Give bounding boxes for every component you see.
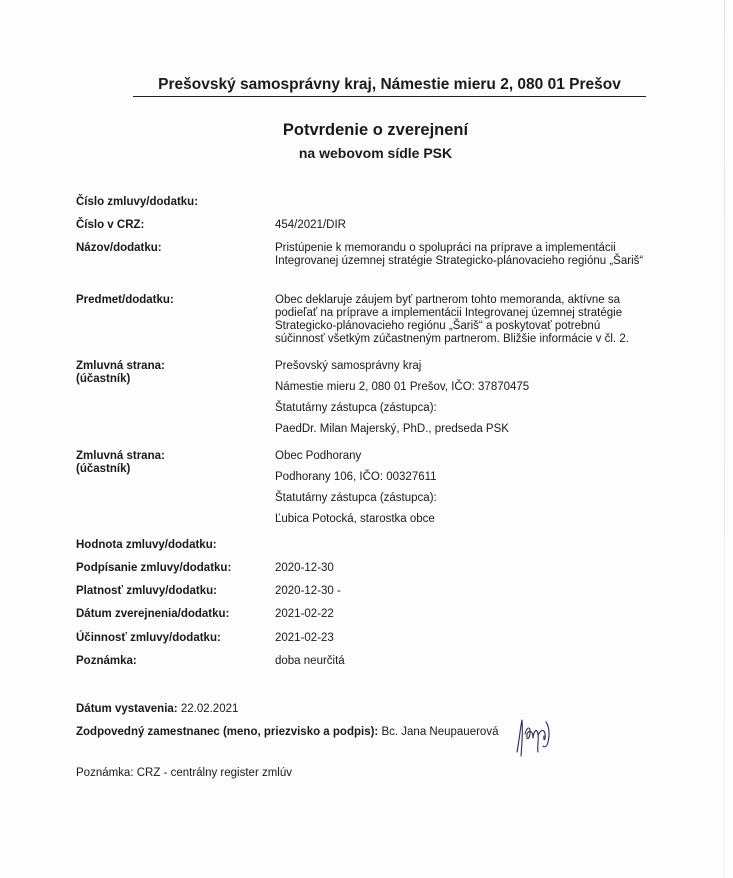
publication-date-label: Dátum zverejnenia/dodatku: — [76, 608, 230, 620]
party1-line: Námestie mieru 2, 080 01 Prešov, IČO: 37870475 — [275, 381, 530, 393]
contract-name-value: Pristúpenie k memorandu o spolupráci na príprave a implementácii Integrovanej územnej stratégie Strategicko-plánovacieho regiónu „Šariš“ — [275, 242, 644, 267]
contract-number-label: Číslo zmluvy/dodatku: — [76, 196, 199, 208]
party2-line: Podhorany 106, IČO: 00327611 — [275, 471, 437, 483]
crz-number-value: 454/2021/DIR — [275, 219, 346, 231]
responsible-employee-value: Bc. Jana Neupauerová — [381, 726, 499, 738]
subject-label: Predmet/dodatku: — [76, 294, 174, 306]
party2-line: Štatutárny zástupca (zástupca): — [275, 492, 437, 504]
note-value: doba neurčitá — [275, 655, 345, 667]
party1-line: Prešovský samosprávny kraj — [275, 360, 422, 372]
party2-line: Ľubica Potocká, starostka obce — [275, 513, 435, 525]
responsible-employee-label: Zodpovedný zamestnanec (meno, priezvisko a podpis): — [76, 726, 379, 738]
contract-name-label: Názov/dodatku: — [76, 242, 162, 254]
signing-date-label: Podpísanie zmluvy/dodatku: — [76, 562, 232, 574]
value-label: Hodnota zmluvy/dodatku: — [76, 539, 217, 551]
validity-label: Platnosť zmluvy/dodatku: — [76, 585, 217, 597]
issue-date-value: 22.02.2021 — [180, 703, 239, 715]
party2-line: Obec Podhorany — [275, 450, 362, 462]
crz-number-label: Číslo v CRZ: — [76, 219, 145, 231]
issue-date-line — [76, 703, 238, 716]
effective-date-label: Účinnosť zmluvy/dodatku: — [76, 632, 221, 644]
party1-label-line2: (účastník) — [76, 373, 131, 385]
party1-line: PaedDr. Milan Majerský, PhD., predseda PSK — [275, 423, 509, 435]
document-title: Potvrdenie o zverejnení — [282, 121, 469, 139]
issue-date-label: Dátum vystavenia: — [76, 703, 178, 715]
document-header: Prešovský samosprávny kraj, Námestie mieru 2, 080 01 Prešov — [133, 76, 646, 97]
footer-note: Poznámka: CRZ - centrálny register zmlúv — [76, 767, 293, 779]
party1-line: Štatutárny zástupca (zástupca): — [275, 402, 437, 414]
party2-label-line2: (účastník) — [76, 463, 131, 475]
subject-value: Obec deklaruje záujem byť partnerom tohto memoranda, aktívne sa podieľať na príprave a implementácii Integrovanej územnej stratégie Strategicko-plánovacieho regiónu „Šariš“ a poskytovať potrebnú súčinnosť všetkým zúčastneným partnerom. Bližšie informácie v čl. 2. — [275, 294, 629, 345]
party2-label — [76, 450, 165, 476]
responsible-employee-line — [76, 726, 498, 739]
validity-value: 2020-12-30 - — [275, 585, 341, 597]
signing-date-value: 2020-12-30 — [275, 562, 334, 574]
party2-label-line1: Zmluvná strana: — [76, 450, 165, 462]
handwritten-signature — [513, 712, 555, 760]
note-label: Poznámka: — [76, 655, 137, 667]
party2-details — [275, 450, 655, 526]
publication-date-value: 2021-02-22 — [275, 608, 334, 620]
party1-details — [275, 360, 655, 436]
party1-label-line1: Zmluvná strana: — [76, 360, 165, 372]
effective-date-value: 2021-02-23 — [275, 632, 334, 644]
party1-label — [76, 360, 165, 386]
document-subtitle: na webovom sídle PSK — [298, 145, 453, 161]
